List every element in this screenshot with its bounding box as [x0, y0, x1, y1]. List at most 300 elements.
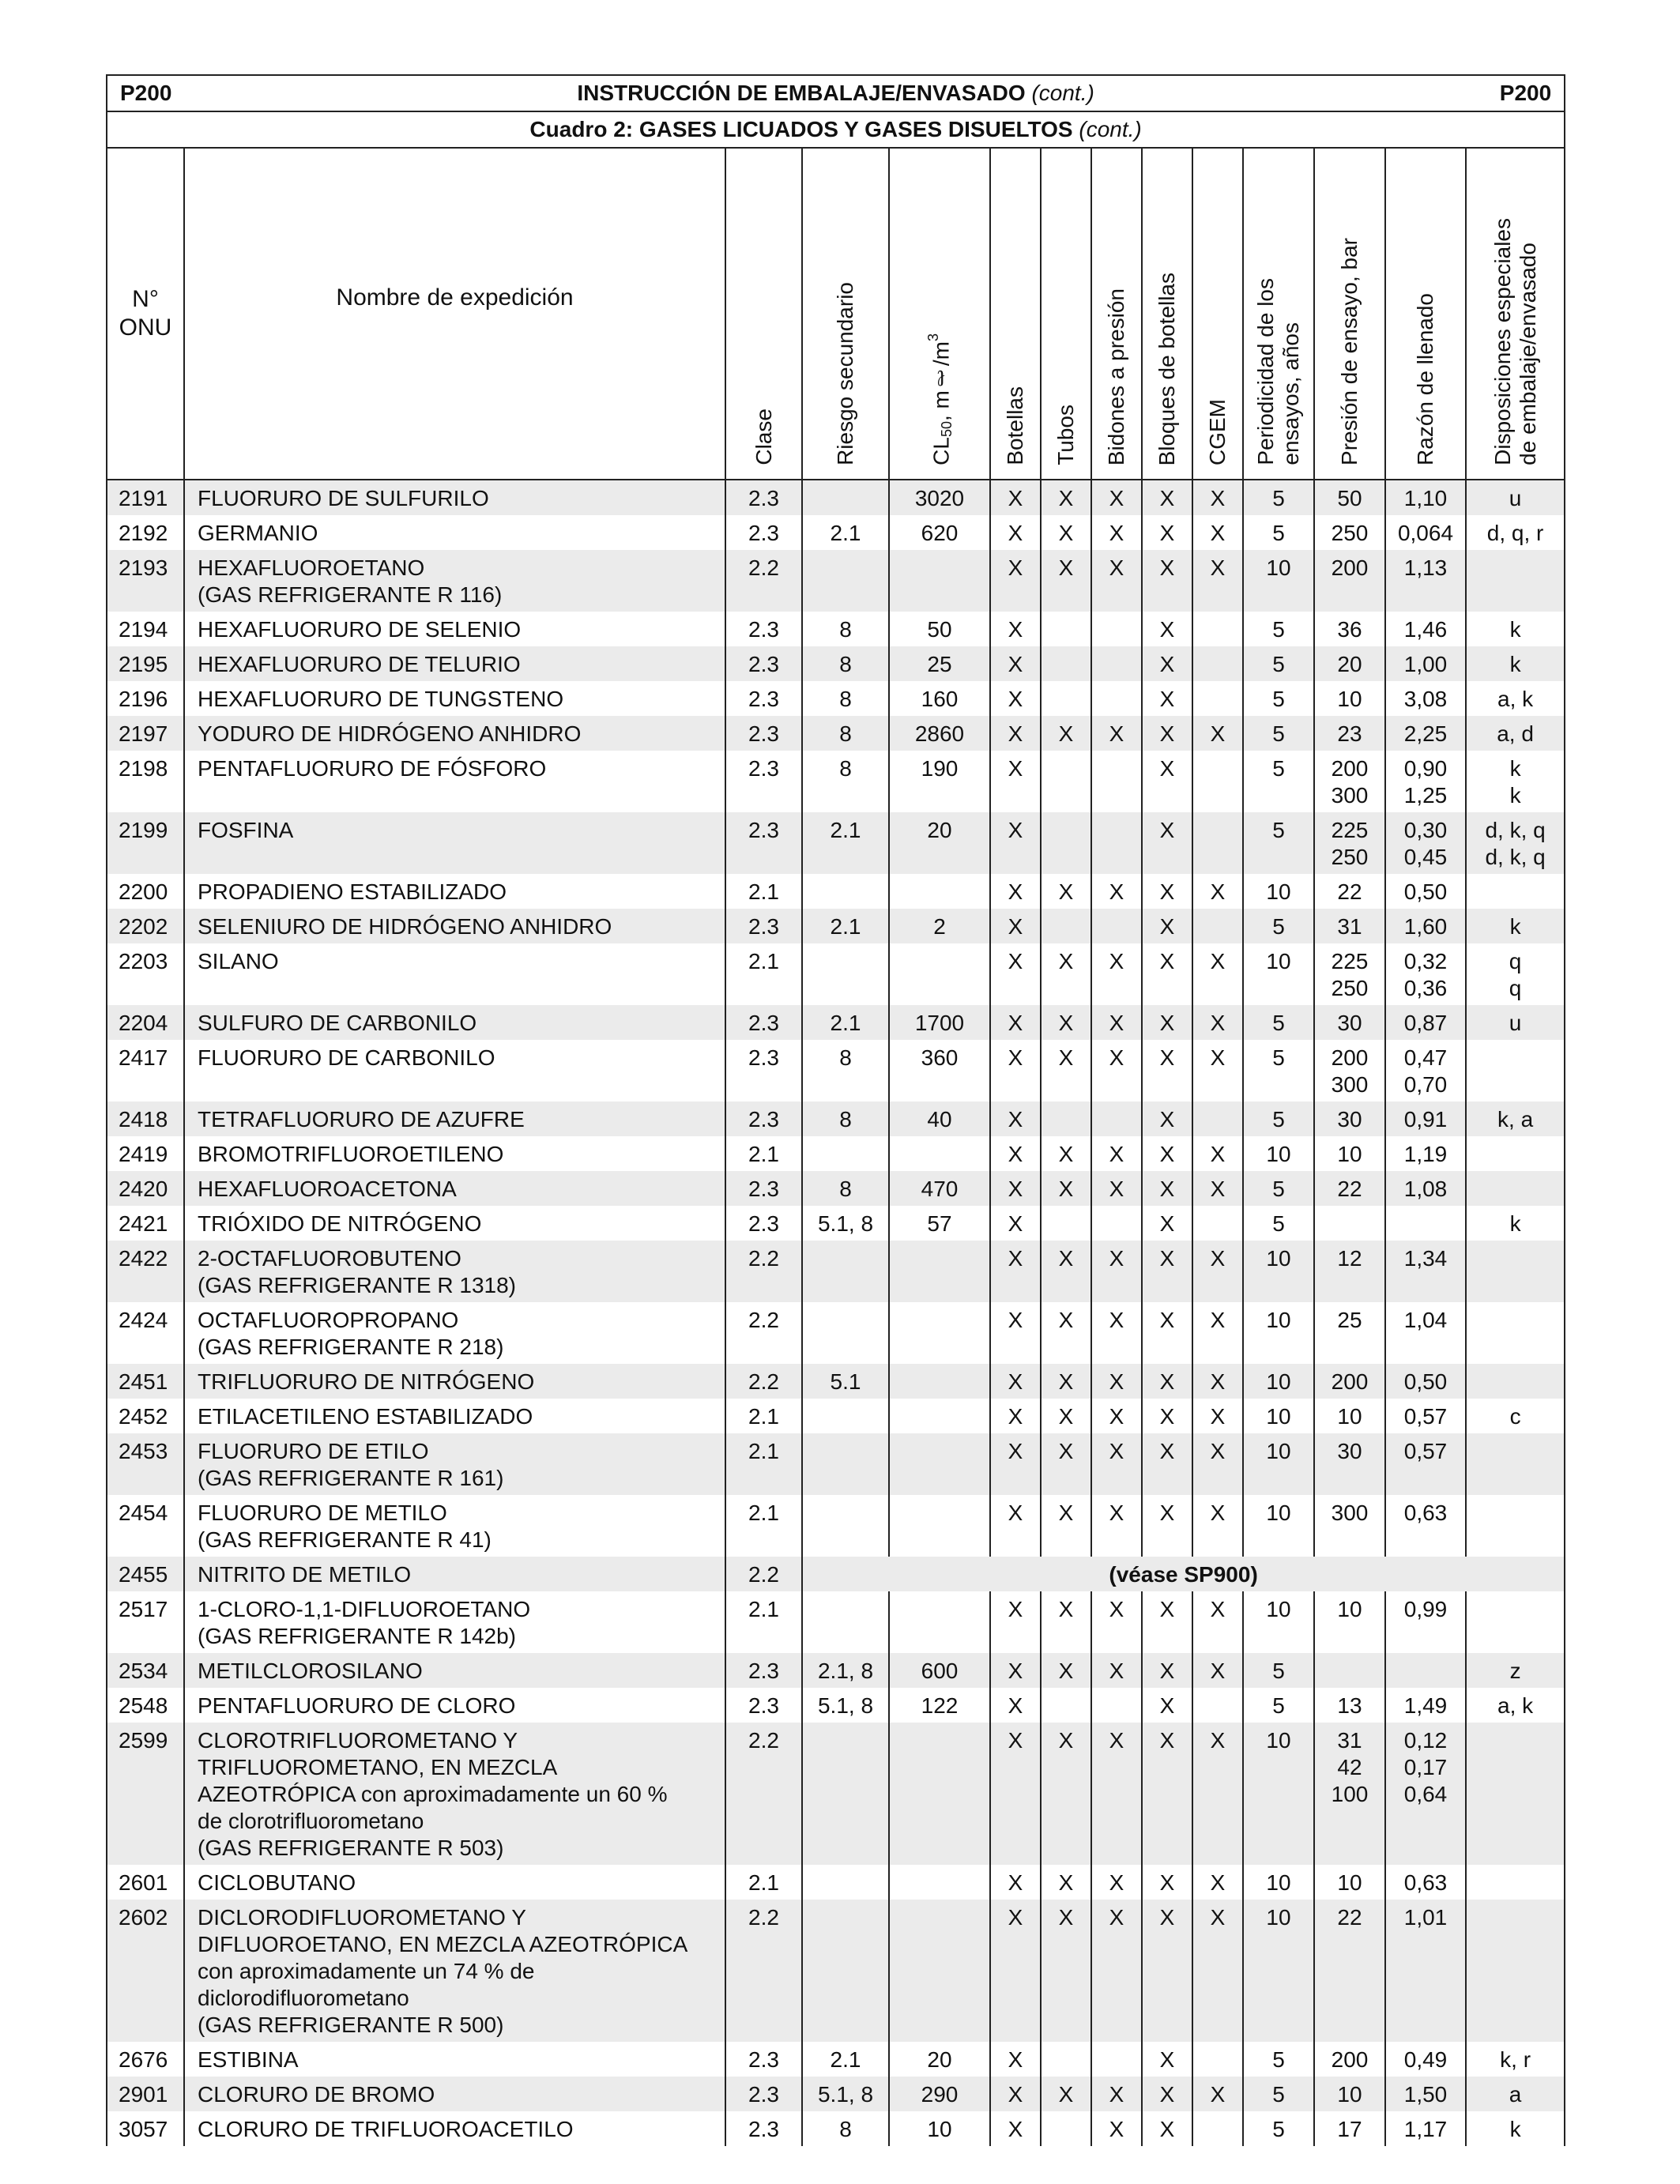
- test-period: 5: [1243, 1171, 1314, 1206]
- column-headers: [107, 148, 1565, 480]
- tubes-mark: [1041, 1101, 1091, 1136]
- lc50-value: 290: [889, 2077, 990, 2111]
- class-cell: 2.3: [725, 751, 802, 812]
- table-row: [107, 1495, 1565, 1557]
- megc-mark: [1192, 612, 1243, 646]
- lc50-value: 620: [889, 515, 990, 550]
- megc-mark: X: [1192, 550, 1243, 612]
- tubes-mark: X: [1041, 943, 1091, 1005]
- filling-ratio: 1,19: [1385, 1136, 1466, 1171]
- shipping-name: FOSFINA: [184, 812, 725, 874]
- tubes-mark: X: [1041, 2077, 1091, 2111]
- subsidiary-risk: [802, 943, 889, 1005]
- table-row: [107, 515, 1565, 550]
- table-row: [107, 550, 1565, 612]
- subsidiary-risk: 8: [802, 612, 889, 646]
- col-header-disposiciones: Disposiciones especiales de embalaje/envasado: [1466, 148, 1565, 480]
- un-number: 2451: [107, 1364, 184, 1399]
- instruction-code-left: P200: [120, 81, 172, 105]
- special-provisions: k, a: [1466, 1101, 1565, 1136]
- subsidiary-risk: [802, 480, 889, 515]
- class-cell: 2.3: [725, 716, 802, 751]
- table-row: [107, 1364, 1565, 1399]
- subsidiary-risk: 8: [802, 1101, 889, 1136]
- lc50-value: 3020: [889, 480, 990, 515]
- bundles-mark: X: [1142, 1653, 1192, 1688]
- special-provisions: [1466, 1241, 1565, 1302]
- pressure-drums-mark: X: [1091, 1591, 1142, 1653]
- special-provisions: a, k: [1466, 681, 1565, 716]
- table-subtitle-row: [107, 111, 1565, 148]
- megc-mark: [1192, 812, 1243, 874]
- filling-ratio: 1,46: [1385, 612, 1466, 646]
- cylinders-mark: X: [990, 1302, 1041, 1364]
- subsidiary-risk: 8: [802, 681, 889, 716]
- cylinders-mark: X: [990, 1591, 1041, 1653]
- tubes-mark: [1041, 2111, 1091, 2146]
- table-row: [107, 1136, 1565, 1171]
- bundles-mark: X: [1142, 612, 1192, 646]
- megc-mark: X: [1192, 1723, 1243, 1865]
- lc50-value: 190: [889, 751, 990, 812]
- test-pressure: 22: [1314, 1171, 1385, 1206]
- table-row: [107, 751, 1565, 812]
- col-header-bloques: Bloques de botellas: [1142, 148, 1192, 480]
- un-number: 2193: [107, 550, 184, 612]
- megc-mark: X: [1192, 1433, 1243, 1495]
- cylinders-mark: X: [990, 1399, 1041, 1433]
- cylinders-mark: X: [990, 2042, 1041, 2077]
- table-row: [107, 2042, 1565, 2077]
- test-period: 5: [1243, 812, 1314, 874]
- megc-mark: [1192, 751, 1243, 812]
- bundles-mark: X: [1142, 1495, 1192, 1557]
- bundles-mark: X: [1142, 943, 1192, 1005]
- test-period: 10: [1243, 550, 1314, 612]
- class-cell: 2.1: [725, 943, 802, 1005]
- subsidiary-risk: 8: [802, 716, 889, 751]
- filling-ratio: 1,50: [1385, 2077, 1466, 2111]
- bundles-mark: X: [1142, 480, 1192, 515]
- cylinders-mark: X: [990, 1206, 1041, 1241]
- test-pressure: 17: [1314, 2111, 1385, 2146]
- lc50-value: 10: [889, 2111, 990, 2146]
- bundles-mark: X: [1142, 1206, 1192, 1241]
- un-number: 2202: [107, 909, 184, 943]
- megc-mark: X: [1192, 1399, 1243, 1433]
- lc50-value: [889, 1900, 990, 2042]
- cylinders-mark: X: [990, 612, 1041, 646]
- table-row: [107, 1040, 1565, 1101]
- bundles-mark: X: [1142, 1900, 1192, 2042]
- cylinders-mark: X: [990, 1723, 1041, 1865]
- filling-ratio: [1385, 1653, 1466, 1688]
- lc50-value: 600: [889, 1653, 990, 1688]
- pressure-drums-mark: X: [1091, 1364, 1142, 1399]
- bundles-mark: X: [1142, 1136, 1192, 1171]
- cylinders-mark: X: [990, 515, 1041, 550]
- special-provisions: [1466, 1900, 1565, 2042]
- test-pressure: 225 250: [1314, 812, 1385, 874]
- filling-ratio: 0,50: [1385, 874, 1466, 909]
- pressure-drums-mark: [1091, 812, 1142, 874]
- cylinders-mark: X: [990, 1005, 1041, 1040]
- test-pressure: 200 300: [1314, 1040, 1385, 1101]
- test-period: 10: [1243, 1723, 1314, 1865]
- tubes-mark: [1041, 646, 1091, 681]
- bundles-mark: X: [1142, 550, 1192, 612]
- subsidiary-risk: 8: [802, 646, 889, 681]
- pressure-drums-mark: X: [1091, 1171, 1142, 1206]
- filling-ratio: 1,10: [1385, 480, 1466, 515]
- pressure-drums-mark: X: [1091, 1900, 1142, 2042]
- class-cell: 2.2: [725, 1241, 802, 1302]
- table-row: [107, 1591, 1565, 1653]
- bundles-mark: X: [1142, 1302, 1192, 1364]
- shipping-name: CLORURO DE BROMO: [184, 2077, 725, 2111]
- bundles-mark: X: [1142, 1040, 1192, 1101]
- test-period: 5: [1243, 716, 1314, 751]
- test-pressure: 10: [1314, 681, 1385, 716]
- table-row: [107, 480, 1565, 515]
- class-cell: 2.3: [725, 515, 802, 550]
- table-row: [107, 2077, 1565, 2111]
- shipping-name: TETRAFLUORURO DE AZUFRE: [184, 1101, 725, 1136]
- cylinders-mark: X: [990, 1433, 1041, 1495]
- pressure-drums-mark: [1091, 646, 1142, 681]
- tubes-mark: X: [1041, 1171, 1091, 1206]
- cylinders-mark: X: [990, 909, 1041, 943]
- un-number: 2199: [107, 812, 184, 874]
- shipping-name: CLORURO DE TRIFLUOROACETILO: [184, 2111, 725, 2146]
- test-period: 10: [1243, 1900, 1314, 2042]
- col-header-tubos: Tubos: [1041, 148, 1091, 480]
- test-period: 5: [1243, 681, 1314, 716]
- tubes-mark: [1041, 1688, 1091, 1723]
- special-provisions: c: [1466, 1399, 1565, 1433]
- megc-mark: X: [1192, 1495, 1243, 1557]
- class-cell: 2.3: [725, 1206, 802, 1241]
- tubes-mark: X: [1041, 1302, 1091, 1364]
- filling-ratio: 0,90 1,25: [1385, 751, 1466, 812]
- special-provisions: [1466, 1433, 1565, 1495]
- subsidiary-risk: 2.1: [802, 909, 889, 943]
- shipping-name: OCTAFLUOROPROPANO (GAS REFRIGERANTE R 218): [184, 1302, 725, 1364]
- cylinders-mark: X: [990, 1653, 1041, 1688]
- un-number: 2517: [107, 1591, 184, 1653]
- filling-ratio: 0,32 0,36: [1385, 943, 1466, 1005]
- class-cell: 2.3: [725, 612, 802, 646]
- bundles-mark: X: [1142, 515, 1192, 550]
- un-number: 2419: [107, 1136, 184, 1171]
- filling-ratio: 0,47 0,70: [1385, 1040, 1466, 1101]
- test-pressure: 10: [1314, 1865, 1385, 1900]
- un-number: 2602: [107, 1900, 184, 2042]
- subsidiary-risk: 2.1, 8: [802, 1653, 889, 1688]
- class-cell: 2.2: [725, 1557, 802, 1591]
- class-cell: 2.1: [725, 1433, 802, 1495]
- megc-mark: X: [1192, 1241, 1243, 1302]
- bundles-mark: X: [1142, 716, 1192, 751]
- un-number: 2422: [107, 1241, 184, 1302]
- packing-instruction-document: [106, 74, 1564, 2146]
- bundles-mark: X: [1142, 1101, 1192, 1136]
- subsidiary-risk: [802, 1591, 889, 1653]
- megc-mark: [1192, 681, 1243, 716]
- test-pressure: 225 250: [1314, 943, 1385, 1005]
- table-row: [107, 646, 1565, 681]
- table-row: [107, 1302, 1565, 1364]
- tubes-mark: X: [1041, 1865, 1091, 1900]
- test-period: 10: [1243, 1302, 1314, 1364]
- col-header-presion: Presión de ensayo, bar: [1314, 148, 1385, 480]
- bundles-mark: X: [1142, 1591, 1192, 1653]
- test-period: 5: [1243, 1101, 1314, 1136]
- lc50-value: 50: [889, 612, 990, 646]
- megc-mark: X: [1192, 1171, 1243, 1206]
- cylinders-mark: X: [990, 2077, 1041, 2111]
- shipping-name: 2-OCTAFLUOROBUTENO (GAS REFRIGERANTE R 1318): [184, 1241, 725, 1302]
- subsidiary-risk: [802, 1302, 889, 1364]
- test-period: 5: [1243, 2111, 1314, 2146]
- un-number: 2901: [107, 2077, 184, 2111]
- test-pressure: 300: [1314, 1495, 1385, 1557]
- shipping-name: FLUORURO DE CARBONILO: [184, 1040, 725, 1101]
- special-provisions: a: [1466, 2077, 1565, 2111]
- test-pressure: [1314, 1653, 1385, 1688]
- test-pressure: 23: [1314, 716, 1385, 751]
- col-header-clase: Clase: [725, 148, 802, 480]
- table-row: [107, 1900, 1565, 2042]
- pressure-drums-mark: X: [1091, 2111, 1142, 2146]
- subsidiary-risk: 2.1: [802, 812, 889, 874]
- class-cell: 2.3: [725, 646, 802, 681]
- test-period: 5: [1243, 2077, 1314, 2111]
- un-number: 2194: [107, 612, 184, 646]
- col-header-onu: N° ONU: [107, 148, 184, 480]
- special-provisions: [1466, 1171, 1565, 1206]
- test-period: 5: [1243, 1005, 1314, 1040]
- filling-ratio: 0,50: [1385, 1364, 1466, 1399]
- special-provisions: [1466, 1136, 1565, 1171]
- un-number: 2676: [107, 2042, 184, 2077]
- tubes-mark: X: [1041, 1040, 1091, 1101]
- filling-ratio: 1,49: [1385, 1688, 1466, 1723]
- un-number: 2453: [107, 1433, 184, 1495]
- tubes-mark: X: [1041, 874, 1091, 909]
- lc50-value: 2860: [889, 716, 990, 751]
- table-row: [107, 1005, 1565, 1040]
- subsidiary-risk: 8: [802, 1040, 889, 1101]
- test-period: 5: [1243, 1040, 1314, 1101]
- special-provisions: a, k: [1466, 1688, 1565, 1723]
- test-pressure: 50: [1314, 480, 1385, 515]
- test-period: 5: [1243, 1206, 1314, 1241]
- cylinders-mark: X: [990, 1364, 1041, 1399]
- shipping-name: 1-CLORO-1,1-DIFLUOROETANO (GAS REFRIGERANTE R 142b): [184, 1591, 725, 1653]
- test-pressure: 20: [1314, 646, 1385, 681]
- pressure-drums-mark: [1091, 909, 1142, 943]
- cylinders-mark: X: [990, 646, 1041, 681]
- class-cell: 2.3: [725, 1040, 802, 1101]
- megc-mark: X: [1192, 716, 1243, 751]
- special-provisions: d, k, q d, k, q: [1466, 812, 1565, 874]
- shipping-name: GERMANIO: [184, 515, 725, 550]
- megc-mark: [1192, 1206, 1243, 1241]
- test-period: 10: [1243, 1241, 1314, 1302]
- pressure-drums-mark: X: [1091, 874, 1142, 909]
- filling-ratio: 1,00: [1385, 646, 1466, 681]
- shipping-name: ESTIBINA: [184, 2042, 725, 2077]
- filling-ratio: 2,25: [1385, 716, 1466, 751]
- shipping-name: NITRITO DE METILO: [184, 1557, 725, 1591]
- megc-mark: [1192, 646, 1243, 681]
- special-provisions: z: [1466, 1653, 1565, 1688]
- tubes-mark: X: [1041, 1900, 1091, 2042]
- filling-ratio: 1,04: [1385, 1302, 1466, 1364]
- megc-mark: X: [1192, 1302, 1243, 1364]
- cylinders-mark: X: [990, 1241, 1041, 1302]
- pressure-drums-mark: [1091, 751, 1142, 812]
- tubes-mark: [1041, 909, 1091, 943]
- subsidiary-risk: [802, 874, 889, 909]
- tubes-mark: X: [1041, 515, 1091, 550]
- pressure-drums-mark: X: [1091, 1241, 1142, 1302]
- filling-ratio: 0,63: [1385, 1495, 1466, 1557]
- subsidiary-risk: [802, 1433, 889, 1495]
- megc-mark: X: [1192, 2077, 1243, 2111]
- bundles-mark: X: [1142, 1723, 1192, 1865]
- table-body: [107, 480, 1565, 2146]
- filling-ratio: 0,91: [1385, 1101, 1466, 1136]
- table-row: [107, 943, 1565, 1005]
- bundles-mark: X: [1142, 2077, 1192, 2111]
- table-row: [107, 681, 1565, 716]
- bundles-mark: X: [1142, 1005, 1192, 1040]
- tubes-mark: [1041, 681, 1091, 716]
- shipping-name: HEXAFLUORURO DE SELENIO: [184, 612, 725, 646]
- class-cell: 2.3: [725, 2042, 802, 2077]
- test-period: 10: [1243, 1591, 1314, 1653]
- lc50-value: 2: [889, 909, 990, 943]
- un-number: 2204: [107, 1005, 184, 1040]
- cylinders-mark: X: [990, 480, 1041, 515]
- subsidiary-risk: 5.1, 8: [802, 1206, 889, 1241]
- bundles-mark: X: [1142, 1399, 1192, 1433]
- shipping-name: FLUORURO DE ETILO (GAS REFRIGERANTE R 161): [184, 1433, 725, 1495]
- class-cell: 2.1: [725, 1495, 802, 1557]
- pressure-drums-mark: X: [1091, 550, 1142, 612]
- bundles-mark: X: [1142, 1865, 1192, 1900]
- tubes-mark: [1041, 2042, 1091, 2077]
- shipping-name: CICLOBUTANO: [184, 1865, 725, 1900]
- tubes-mark: X: [1041, 1723, 1091, 1865]
- un-number: 3057: [107, 2111, 184, 2146]
- test-period: 10: [1243, 1495, 1314, 1557]
- test-pressure: 10: [1314, 2077, 1385, 2111]
- pressure-drums-mark: X: [1091, 2077, 1142, 2111]
- lc50-value: [889, 943, 990, 1005]
- special-provisions: [1466, 1040, 1565, 1101]
- un-number: 2196: [107, 681, 184, 716]
- lc50-value: 1700: [889, 1005, 990, 1040]
- test-period: 10: [1243, 874, 1314, 909]
- pressure-drums-mark: X: [1091, 1136, 1142, 1171]
- class-cell: 2.3: [725, 1653, 802, 1688]
- lc50-value: [889, 1495, 990, 1557]
- lc50-value: [889, 1241, 990, 1302]
- shipping-name: HEXAFLUORURO DE TELURIO: [184, 646, 725, 681]
- un-number: 2197: [107, 716, 184, 751]
- table-row: [107, 1865, 1565, 1900]
- test-pressure: 10: [1314, 1136, 1385, 1171]
- test-pressure: 250: [1314, 515, 1385, 550]
- test-period: 10: [1243, 1433, 1314, 1495]
- lc50-value: [889, 1364, 990, 1399]
- subsidiary-risk: 5.1: [802, 1364, 889, 1399]
- lc50-value: 40: [889, 1101, 990, 1136]
- megc-mark: [1192, 2042, 1243, 2077]
- test-pressure: 25: [1314, 1302, 1385, 1364]
- subsidiary-risk: 8: [802, 1171, 889, 1206]
- megc-mark: X: [1192, 1653, 1243, 1688]
- table-row: [107, 874, 1565, 909]
- special-provisions: k: [1466, 646, 1565, 681]
- bundles-mark: X: [1142, 1688, 1192, 1723]
- cylinders-mark: X: [990, 874, 1041, 909]
- shipping-name: YODURO DE HIDRÓGENO ANHIDRO: [184, 716, 725, 751]
- class-cell: 2.2: [725, 1723, 802, 1865]
- cylinders-mark: X: [990, 716, 1041, 751]
- test-period: 10: [1243, 1865, 1314, 1900]
- test-pressure: 10: [1314, 1591, 1385, 1653]
- subsidiary-risk: 2.1: [802, 2042, 889, 2077]
- test-pressure: 200: [1314, 550, 1385, 612]
- shipping-name: PROPADIENO ESTABILIZADO: [184, 874, 725, 909]
- megc-mark: [1192, 1688, 1243, 1723]
- shipping-name: CLOROTRIFLUOROMETANO Y TRIFLUOROMETANO, EN MEZCLA AZEOTRÓPICA con aproximadamente un 60 % de clorotrifluorometano (GAS REFRIGERANTE R 503): [184, 1723, 725, 1865]
- shipping-name: ETILACETILENO ESTABILIZADO: [184, 1399, 725, 1433]
- megc-mark: X: [1192, 943, 1243, 1005]
- pressure-drums-mark: [1091, 1101, 1142, 1136]
- pressure-drums-mark: [1091, 1206, 1142, 1241]
- test-pressure: 12: [1314, 1241, 1385, 1302]
- megc-mark: X: [1192, 1591, 1243, 1653]
- pressure-drums-mark: [1091, 681, 1142, 716]
- lc50-value: [889, 1302, 990, 1364]
- lc50-value: 360: [889, 1040, 990, 1101]
- test-pressure: 30: [1314, 1005, 1385, 1040]
- un-number: 2195: [107, 646, 184, 681]
- subsidiary-risk: [802, 1136, 889, 1171]
- special-provisions: k: [1466, 612, 1565, 646]
- col-header-cl50: $CL_{50}$, $m\ell/m^3$: [889, 148, 990, 480]
- test-pressure: 31 42 100: [1314, 1723, 1385, 1865]
- filling-ratio: 0,57: [1385, 1399, 1466, 1433]
- test-period: 5: [1243, 1688, 1314, 1723]
- pressure-drums-mark: [1091, 1688, 1142, 1723]
- pressure-drums-mark: [1091, 612, 1142, 646]
- subsidiary-risk: [802, 1241, 889, 1302]
- megc-mark: X: [1192, 1865, 1243, 1900]
- test-period: 5: [1243, 751, 1314, 812]
- tubes-mark: X: [1041, 1653, 1091, 1688]
- un-number: 2454: [107, 1495, 184, 1557]
- subsidiary-risk: [802, 1723, 889, 1865]
- shipping-name: SILANO: [184, 943, 725, 1005]
- filling-ratio: 0,99: [1385, 1591, 1466, 1653]
- subsidiary-risk: 2.1: [802, 515, 889, 550]
